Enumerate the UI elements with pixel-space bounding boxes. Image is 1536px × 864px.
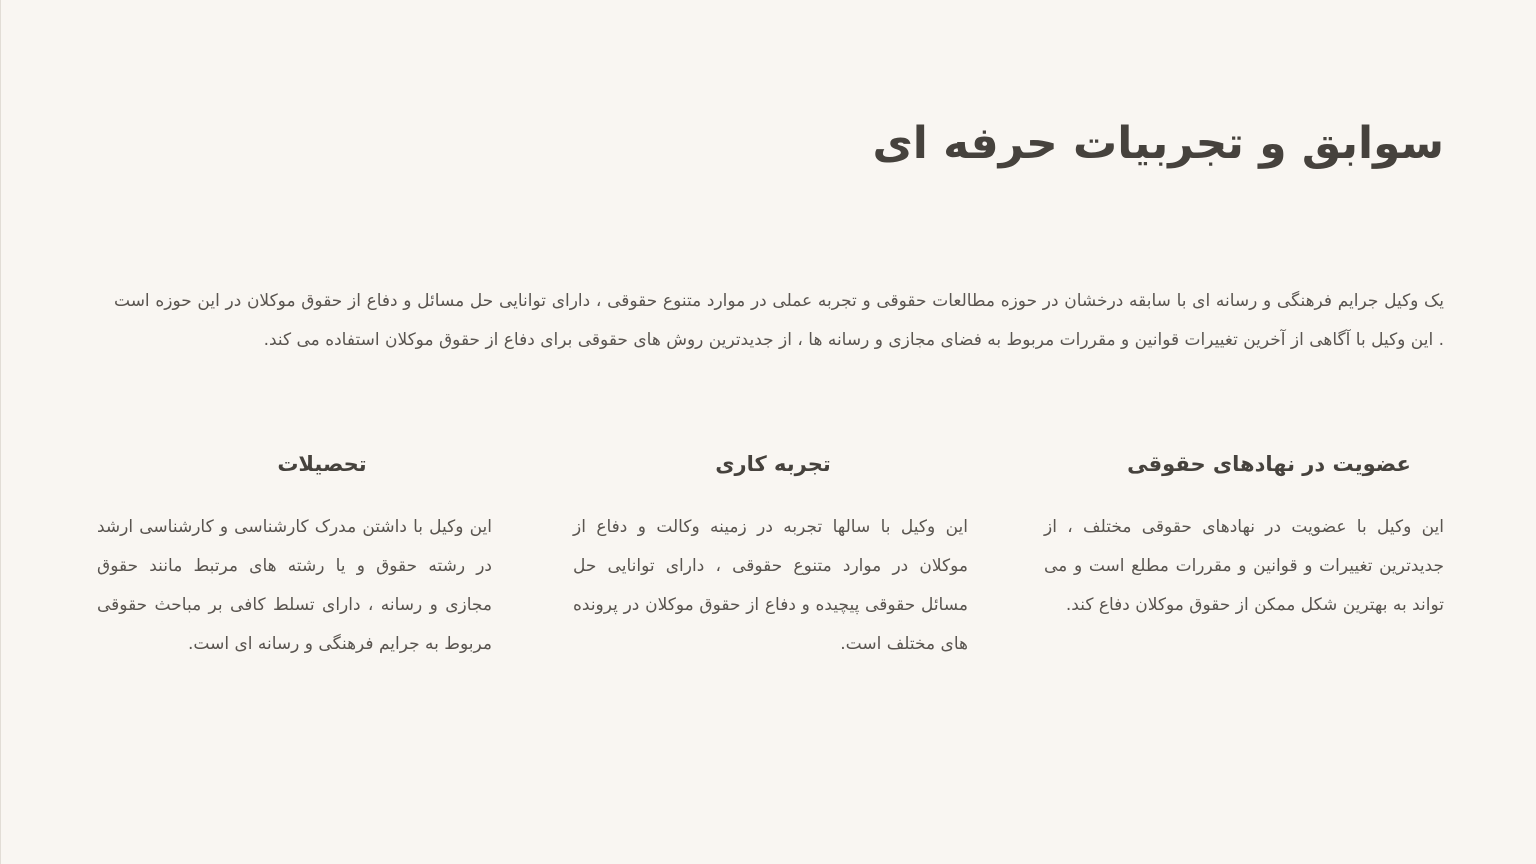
membership-column [1034,440,1444,625]
membership-heading: عضویت در نهادهای حقوقی [1127,452,1411,476]
education-column [82,440,492,664]
experience-heading: تجربه کاری [715,452,831,476]
education-text: این وکیل با داشتن مدرک کارشناسی و کارشناسی ارشد در رشته حقوق و یا رشته های مرتبط مانند حقوق مجازی و رسانه ، دارای تسلط کافی بر مباحث حقوقی مربوط به جرایم فرهنگی و رسانه ای است. [97,517,492,654]
experience-column [558,440,968,664]
experience-text: این وکیل با سالها تجربه در زمینه وکالت و دفاع از موکلان در موارد متنوع حقوقی ، دارای توانایی حل مسائل حقوقی پیچیده و دفاع از حقوق موکلان در پرونده های مختلف است. [573,517,968,654]
intro-paragraph: یک وکیل جرایم فرهنگی و رسانه ای با سابقه درخشان در حوزه مطالعات حقوقی و تجربه عملی در موارد متنوع حقوقی ، دارای توانایی حل مسائل و دفاع از حقوق موکلان در این حوزه است . این وکیل با آگاهی از آخرین تغییرات قوانین و مقررات مربوط به فضای مجازی و رسانه ها ، از جدیدترین روش های حقوقی برای دفاع از حقوق موکلان استفاده می کند. [114,291,1444,350]
education-heading: تحصیلات [277,452,367,476]
membership-text: این وکیل با عضویت در نهادهای حقوقی مختلف ، از جدیدترین تغییرات و قوانین و مقررات مطلع است و می تواند به بهترین شکل ممکن از حقوق موکلان دفاع کند. [1044,517,1444,615]
page-title: سوابق و تجربیات حرفه ای [872,118,1444,169]
